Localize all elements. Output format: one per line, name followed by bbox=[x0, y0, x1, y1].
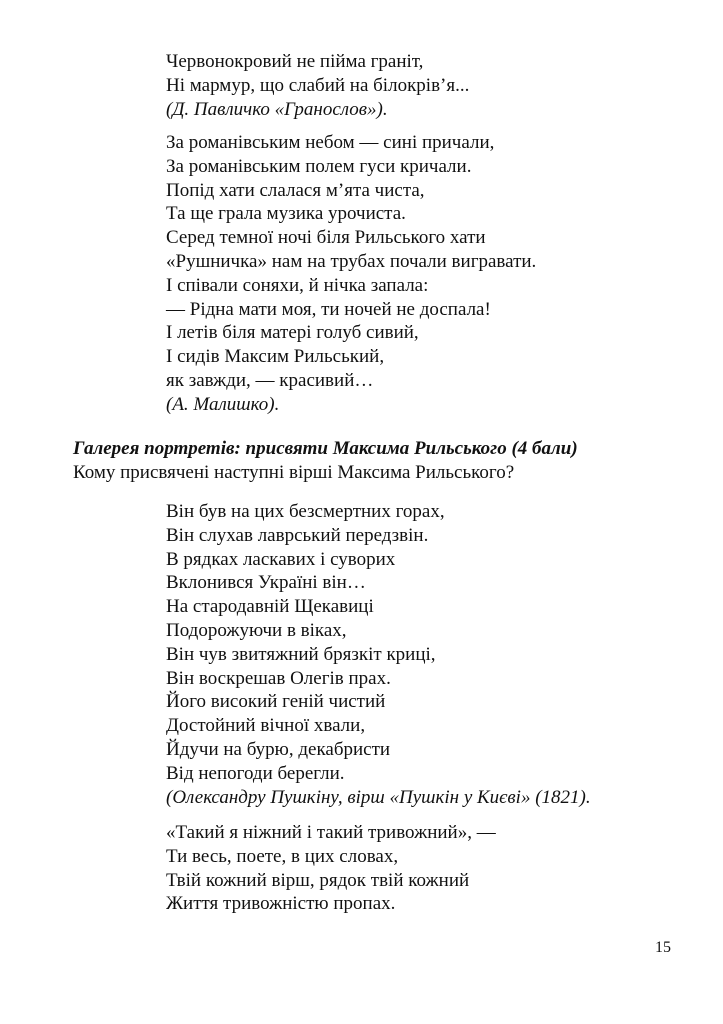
section-heading: Галерея портретів: присвяти Максима Рильського (4 бали) bbox=[73, 438, 578, 459]
poem-line: Подорожуючи в віках, bbox=[166, 619, 347, 641]
poem-line: Серед темної ночі біля Рильського хати bbox=[166, 227, 486, 249]
poem-stanza-tender bbox=[166, 821, 496, 916]
poem-line: Ти весь, поете, в цих словах, bbox=[166, 845, 399, 867]
poem-line: Достойний вічної хвали, bbox=[166, 715, 366, 737]
section-question: Кому присвячені наступні вірші Максима Рильського? bbox=[73, 462, 515, 483]
poem-line: Його високий геній чистий bbox=[166, 691, 386, 713]
poem-line: Він слухав лаврський передзвін. bbox=[166, 524, 429, 546]
poem-line: Він був на цих безсмертних горах, bbox=[166, 501, 445, 522]
page-number: 15 bbox=[655, 939, 671, 956]
poem-line: І летів біля матері голуб сивий, bbox=[166, 322, 419, 344]
poem-line: Ні мармур, що слабий на білокрів’я... bbox=[166, 74, 470, 96]
poem-attribution: (Олександру Пушкіну, вірш «Пушкін у Києві» (1821). bbox=[166, 786, 591, 808]
poem-line: «Такий я ніжний і такий тривожний», — bbox=[166, 822, 496, 843]
poem-line: Вклонився Україні він… bbox=[166, 572, 366, 594]
poem-line: На стародавній Щекавиці bbox=[166, 596, 374, 618]
poem-line: Червонокровий не пійма граніт, bbox=[166, 51, 424, 72]
poem-line: — Рідна мати моя, ти ночей не доспала! bbox=[166, 298, 491, 320]
poem-line: «Рушничка» нам на трубах почали вигравати. bbox=[166, 250, 537, 272]
poem-line: Від непогоди берегли. bbox=[166, 762, 345, 784]
poem-line: І сидів Максим Рильський, bbox=[166, 346, 385, 368]
poem-stanza-pushkin bbox=[166, 500, 591, 809]
poem-line: В рядках ласкавих і суворих bbox=[166, 548, 396, 570]
poem-line: Йдучи на бурю, декабристи bbox=[166, 738, 391, 760]
poem-line: Попід хати слалася м’ята чиста, bbox=[166, 179, 425, 201]
poem-attribution: (Д. Павличко «Гранослов»). bbox=[166, 98, 388, 120]
poem-line: За романівським небом — сині причали, bbox=[166, 132, 495, 153]
poem-stanza-malyshko bbox=[166, 131, 536, 417]
poem-line: Життя тривожністю пропах. bbox=[166, 893, 396, 915]
poem-stanza-pavlychko bbox=[166, 50, 469, 121]
poem-line: Твій кожний вірш, рядок твій кожний bbox=[166, 869, 470, 891]
poem-line: як завжди, — красивий… bbox=[166, 369, 374, 391]
poem-line: Він чув звитяжний брязкіт криці, bbox=[166, 643, 436, 665]
poem-line: Він воскрешав Олегів прах. bbox=[166, 667, 391, 689]
poem-line: І співали соняхи, й нічка запала: bbox=[166, 274, 429, 296]
poem-line: За романівським полем гуси кричали. bbox=[166, 155, 472, 177]
poem-attribution: (А. Малишко). bbox=[166, 393, 280, 415]
poem-line: Та ще грала музика урочиста. bbox=[166, 203, 406, 225]
